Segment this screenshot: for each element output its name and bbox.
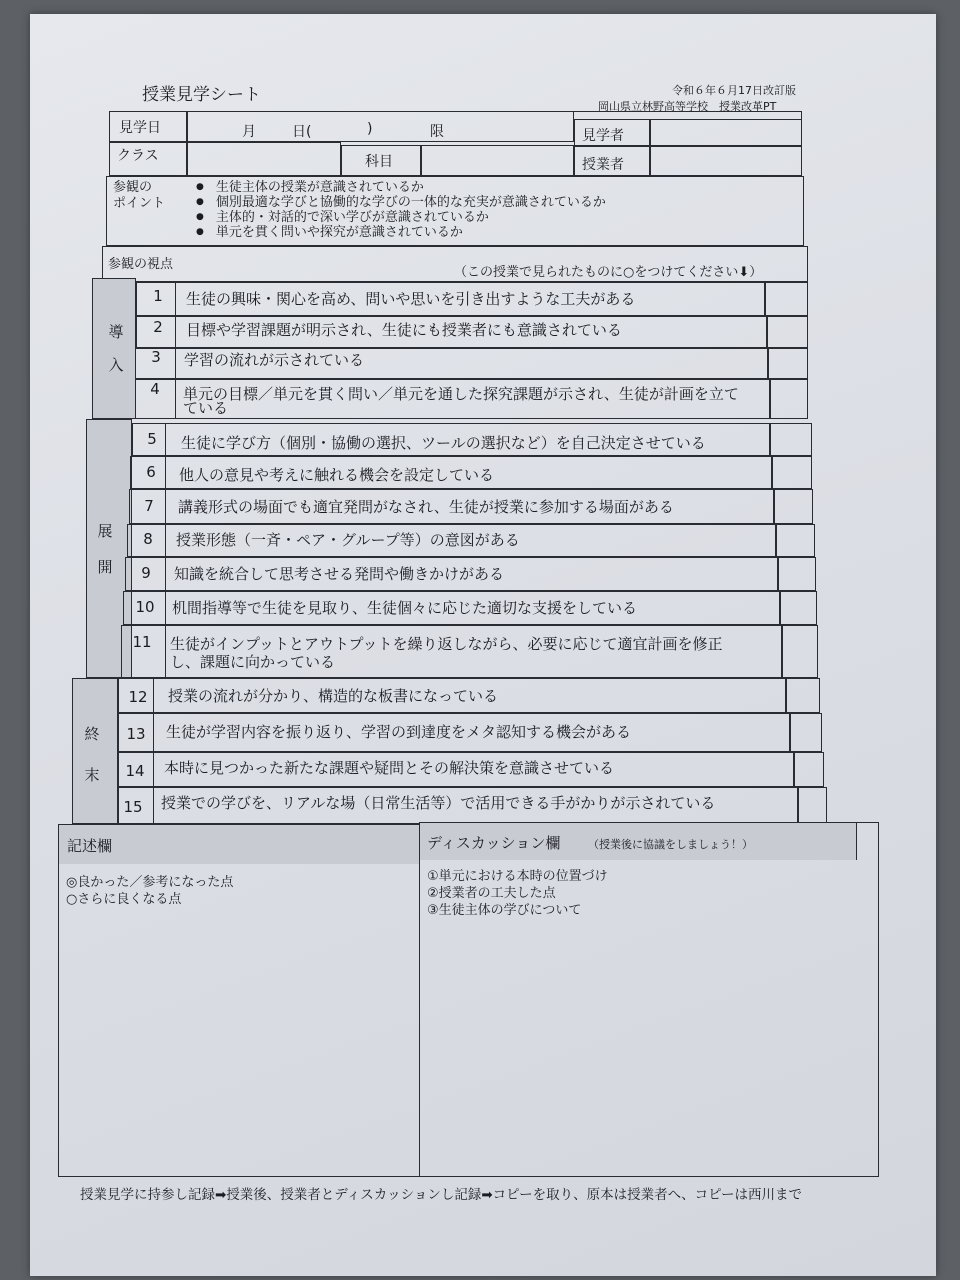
check-box[interactable] [786, 678, 820, 713]
check-box[interactable] [790, 713, 822, 752]
check-box[interactable] [782, 625, 818, 678]
check-box[interactable] [767, 316, 808, 348]
point-item: ● 個別最適な学びと協働的な学びの一体的な充実が意識されているか [196, 195, 606, 210]
revision-date: 令和６年６月17日改訂版 [672, 84, 796, 97]
subject-label: 科目 [365, 154, 393, 170]
sheet-title: 授業見学シート [142, 85, 261, 105]
item-number: 9 [141, 564, 151, 582]
check-box[interactable] [778, 557, 816, 591]
point-item: ● 主体的・対話的で深い学びが意識されているか [196, 210, 606, 225]
points-label-line1: 参観の [113, 180, 153, 195]
paren-close: ) [367, 121, 373, 137]
date-label: 見学日 [119, 120, 161, 136]
visitor-field[interactable] [650, 119, 802, 146]
discussion-line: ①単元における本時の位置づけ [427, 869, 608, 884]
section-closing-char: 終 [84, 725, 100, 743]
check-box[interactable] [780, 591, 817, 625]
notes-line: ◎良かった／参考になった点 [66, 875, 234, 890]
notes-line: ○さらに良くなる点 [66, 892, 182, 907]
perspective-instruction: （この授業で見られたものに○をつけてください⬇） [454, 265, 763, 280]
notes-header [58, 824, 420, 864]
item-number: 12 [128, 688, 148, 706]
section-intro-char: 入 [108, 356, 124, 374]
day-label: 日( [292, 124, 312, 140]
check-box[interactable] [794, 752, 824, 787]
item-text: 学習の流れが示されている [184, 351, 365, 369]
item-number: 1 [153, 287, 163, 305]
item-text: 生徒がインプットとアウトプットを繰り返しながら、必要に応じて適宜計画を修正 [170, 635, 723, 653]
item-number: 6 [146, 463, 156, 481]
class-field[interactable] [187, 142, 341, 176]
discussion-sub: （授業後に協議をしましょう！） [588, 838, 753, 851]
footer-instructions: 授業見学に持参し記録➡授業後、授業者とディスカッションし記録➡コピーを取り、原本は授業者へ、コピーは西川まで [80, 1187, 803, 1203]
check-box[interactable] [770, 379, 808, 419]
item-number: 15 [123, 798, 143, 816]
item-text: 授業の流れが分かり、構造的な板書になっている [168, 687, 499, 705]
item-number: 13 [126, 725, 146, 743]
class-label: クラス [117, 148, 159, 164]
subject-field[interactable] [421, 145, 574, 176]
item-text: 目標や学習課題が明示され、生徒にも授業者にも意識されている [186, 321, 622, 339]
item-number: 3 [151, 348, 161, 366]
point-item: ● 生徒主体の授業が意識されているか [196, 180, 606, 195]
points-label-line2: ポイント [113, 196, 166, 211]
month-label: 月 [242, 124, 256, 140]
check-box[interactable] [776, 524, 815, 557]
discussion-label: ディスカッション欄 [427, 834, 561, 852]
check-box[interactable] [798, 787, 827, 824]
section-closing-char: 末 [84, 766, 100, 784]
item-number: 2 [153, 318, 163, 336]
teacher-label: 授業者 [582, 157, 624, 173]
notes-label: 記述欄 [67, 837, 113, 855]
section-develop-char: 展 [97, 522, 113, 540]
item-text: 生徒が学習内容を振り返り、学習の到達度をメタ認知する機会がある [166, 723, 632, 741]
check-box[interactable] [772, 456, 812, 489]
perspective-label: 参観の視点 [108, 257, 174, 272]
item-text: 生徒の興味・関心を高め、問いや思いを引き出すような工夫がある [186, 290, 636, 308]
item-text: 本時に見つかった新たな課題や疑問とその解決策を意識させている [164, 759, 615, 777]
item-text: 授業での学びを、リアルな場（日常生活等）で活用できる手がかりが示されている [161, 794, 716, 812]
item-number: 14 [125, 762, 145, 780]
check-box[interactable] [770, 423, 812, 456]
section-intro-char: 導 [108, 323, 124, 341]
point-item: ● 単元を貫く問いや探究が意識されているか [196, 225, 606, 240]
item-text: 授業形態（一斉・ペア・グループ等）の意図がある [176, 531, 520, 549]
item-text: 他人の意見や考えに触れる機会を設定している [179, 466, 495, 484]
item-number: 4 [150, 380, 160, 398]
item-text: 生徒に学び方（個別・協働の選択、ツールの選択など）を自己決定させている [181, 434, 706, 452]
section-develop-char: 開 [97, 558, 113, 576]
item-number: 7 [144, 497, 154, 515]
item-text-continued: し、課題に向かっている [170, 653, 336, 671]
check-box[interactable] [774, 489, 813, 524]
check-box[interactable] [765, 282, 808, 316]
item-number: 10 [135, 598, 155, 616]
item-text-continued: ている [183, 399, 229, 417]
item-text: 講義形式の場面でも適宜発問がなされ、生徒が授業に参加する場面がある [178, 498, 674, 516]
section-closing [72, 678, 118, 824]
item-text: 単元の目標／単元を貫く問い／単元を通した探究課題が示され、生徒が計画を立て [183, 385, 739, 403]
visitor-label: 見学者 [582, 128, 624, 144]
item-text: 机間指導等で生徒を見取り、生徒個々に応じた適切な支援をしている [172, 599, 638, 617]
school-name: 岡山県立林野高等学校 授業改革PT [598, 100, 777, 113]
discussion-line: ②授業者の工夫した点 [427, 886, 556, 901]
period-label: 限 [430, 124, 444, 140]
section-intro [92, 278, 136, 419]
points-list [196, 180, 606, 240]
item-number: 11 [132, 633, 152, 651]
item-text: 知識を統合して思考させる発問や働きかけがある [174, 565, 505, 583]
item-number: 8 [143, 530, 153, 548]
teacher-field[interactable] [650, 146, 802, 176]
check-box[interactable] [768, 348, 808, 379]
discussion-line: ③生徒主体の学びについて [427, 903, 582, 918]
item-number: 5 [147, 430, 157, 448]
